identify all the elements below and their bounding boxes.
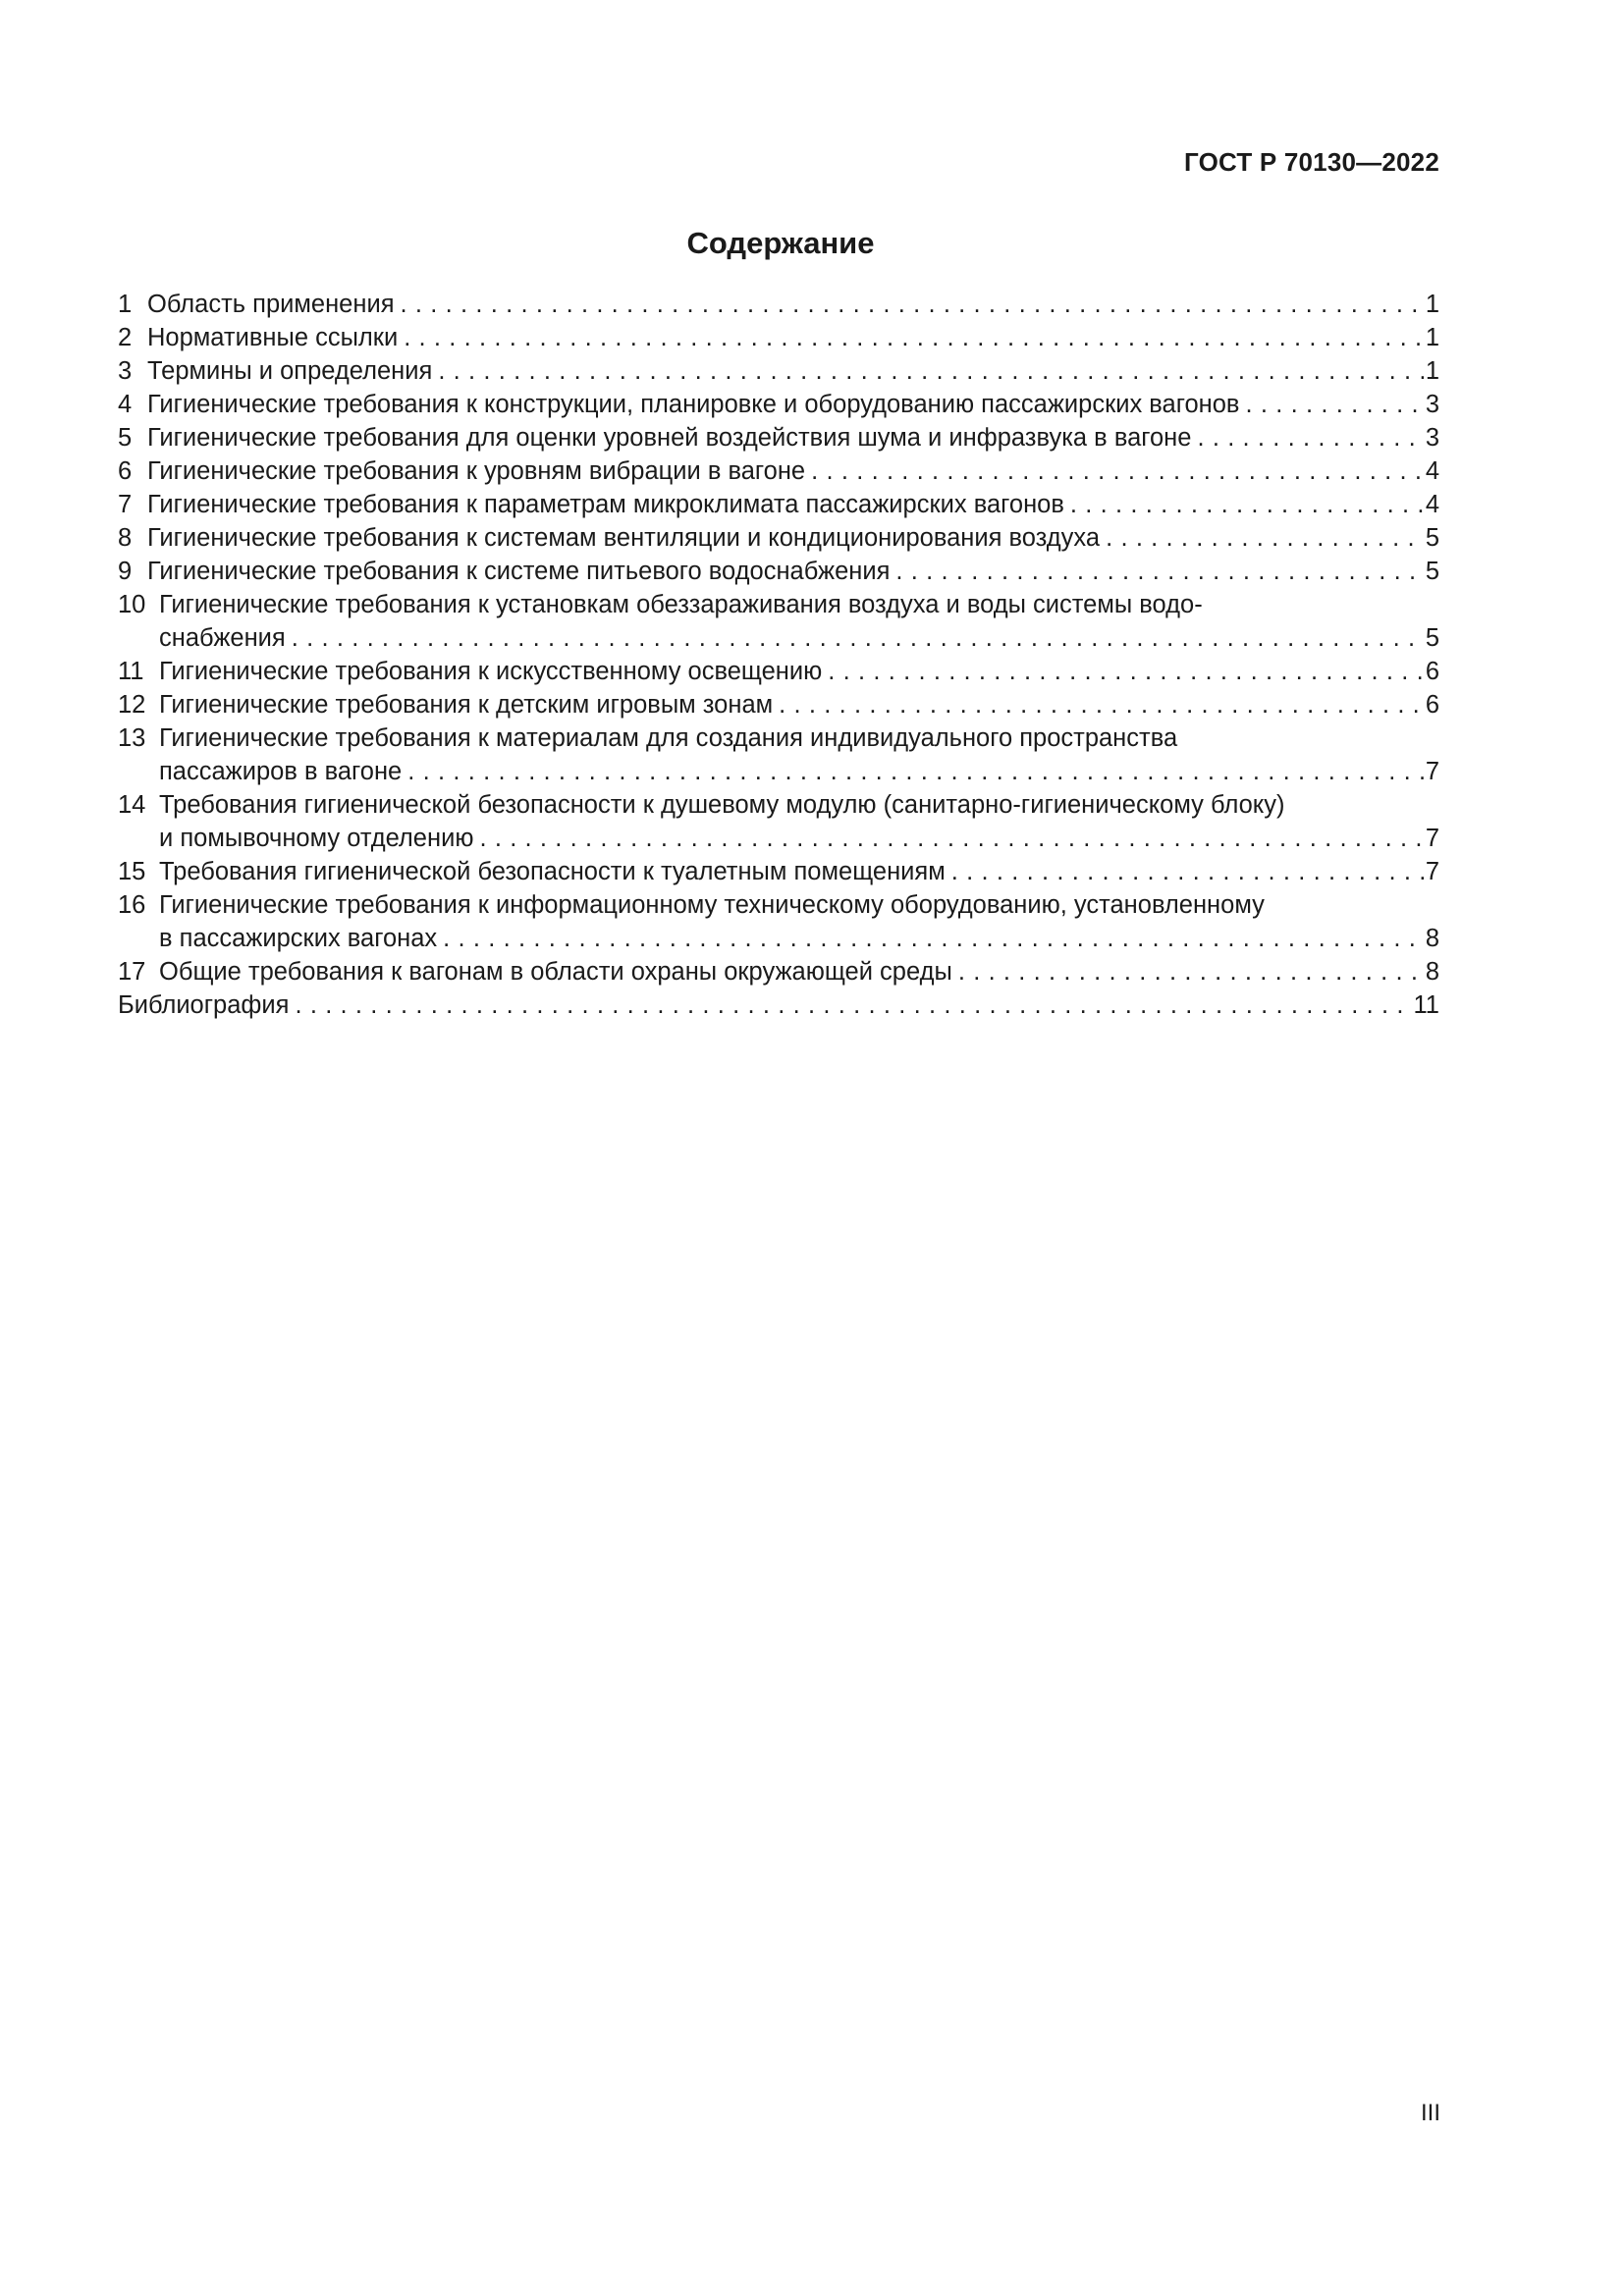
toc-entry-title: в пассажирских вагонах [159, 925, 438, 952]
toc-entry-page: 5 [1425, 558, 1439, 585]
toc-entry-title: пассажиров в вагоне [159, 758, 403, 785]
toc-entry-page: 5 [1425, 524, 1439, 552]
toc-entry-number: 7 [118, 491, 133, 518]
toc-entry-number: 9 [118, 558, 133, 585]
toc-entry-number: 2 [118, 324, 133, 351]
toc-line [118, 988, 1439, 1022]
toc-dot-leader [401, 288, 1424, 321]
toc-entry-title: Область применения [147, 291, 395, 318]
toc-dot-leader [951, 855, 1424, 888]
toc-entry-page: 3 [1425, 391, 1439, 418]
toc-dot-leader [958, 955, 1424, 988]
toc-entry-page: 3 [1425, 424, 1439, 452]
toc-entry-title: Гигиенические требования к системе питьевого водоснабжения [147, 558, 891, 585]
toc-entry[interactable] [118, 421, 1439, 454]
toc-entry-number: 11 [118, 658, 144, 685]
page-number: III [1420, 2100, 1440, 2126]
toc-entry-title: Гигиенические требования для оценки уровней воздействия шума и инфразвука в вагоне [147, 424, 1192, 452]
toc-line [118, 655, 1439, 688]
toc-line [118, 555, 1439, 588]
toc-entry-title: Библиография [118, 991, 290, 1019]
toc-dot-leader [1197, 421, 1423, 454]
toc-entry-title: Гигиенические требования к информационному техническому оборудованию, установленному [159, 891, 1265, 919]
toc-entry-number: 10 [118, 591, 146, 618]
toc-line [118, 454, 1439, 488]
toc-dot-leader [407, 755, 1424, 788]
toc-line [118, 788, 1439, 822]
toc-entry[interactable] [118, 688, 1439, 721]
toc-dot-leader [404, 321, 1424, 354]
toc-entry-title: снабжения [159, 624, 286, 652]
toc-line [118, 521, 1439, 555]
toc-entry[interactable] [118, 588, 1439, 655]
toc-entry-page: 5 [1425, 624, 1439, 652]
toc-entry[interactable] [118, 388, 1439, 421]
toc-entry-title: Гигиенические требования к системам вентиляции и кондиционирования воздуха [147, 524, 1101, 552]
toc-dot-leader [443, 922, 1424, 955]
toc-entry-title: Требования гигиенической безопасности к душевому модулю (санитарно-гигиеническому блоку) [159, 791, 1285, 819]
toc-entry-title: Гигиенические требования к материалам для создания индивидуального пространства [159, 724, 1178, 752]
toc-entry-title: Нормативные ссылки [147, 324, 399, 351]
toc-entry[interactable] [118, 721, 1439, 788]
toc-entry-number: 4 [118, 391, 133, 418]
toc-entry-number: 6 [118, 457, 133, 485]
toc-entry-page: 7 [1425, 825, 1439, 852]
toc-entry-title: Гигиенические требования к уровням вибрации в вагоне [147, 457, 806, 485]
toc-line [118, 755, 1439, 788]
toc-dot-leader [811, 454, 1424, 488]
toc-entry-page: 1 [1425, 357, 1439, 385]
toc-entry-number: 15 [118, 858, 146, 885]
toc-dot-leader [479, 822, 1423, 855]
toc-dot-leader [828, 655, 1424, 688]
toc-entry-number: 3 [118, 357, 133, 385]
toc-entry-page: 1 [1425, 324, 1439, 351]
toc-entry[interactable] [118, 788, 1439, 855]
toc-entry[interactable] [118, 288, 1439, 321]
table-of-contents [118, 288, 1439, 1022]
toc-line [118, 688, 1439, 721]
toc-entry-title: Термины и определения [147, 357, 433, 385]
toc-entry-page: 1 [1425, 291, 1439, 318]
toc-entry-page: 6 [1425, 691, 1439, 719]
toc-title: Содержание [686, 226, 875, 260]
toc-line [118, 922, 1439, 955]
toc-entry-page: 7 [1425, 758, 1439, 785]
toc-entry-title: Гигиенические требования к установкам обеззараживания воздуха и воды системы водо- [159, 591, 1203, 618]
toc-entry-page: 8 [1425, 958, 1439, 986]
toc-entry[interactable] [118, 555, 1439, 588]
toc-line [118, 388, 1439, 421]
toc-line [118, 855, 1439, 888]
toc-line [118, 621, 1439, 655]
toc-entry-number: 5 [118, 424, 133, 452]
toc-line [118, 721, 1439, 755]
toc-line [118, 488, 1439, 521]
toc-entry-page: 4 [1425, 491, 1439, 518]
toc-line [118, 888, 1439, 922]
toc-line [118, 321, 1439, 354]
toc-entry[interactable] [118, 521, 1439, 555]
toc-dot-leader [295, 988, 1411, 1022]
toc-entry[interactable] [118, 354, 1439, 388]
toc-entry-title: Общие требования к вагонам в области охраны окружающей среды [159, 958, 952, 986]
toc-entry[interactable] [118, 855, 1439, 888]
toc-dot-leader [438, 354, 1424, 388]
toc-dot-leader [779, 688, 1424, 721]
toc-entry-title: Гигиенические требования к искусственному освещению [159, 658, 823, 685]
toc-entry[interactable] [118, 454, 1439, 488]
toc-entry-title: Требования гигиенической безопасности к туалетным помещениям [159, 858, 946, 885]
toc-entry-title: Гигиенические требования к детским игровым зонам [159, 691, 774, 719]
toc-entry-title: и помывочному отделению [159, 825, 474, 852]
toc-dot-leader [1070, 488, 1424, 521]
toc-entry[interactable] [118, 655, 1439, 688]
toc-entry-page: 6 [1425, 658, 1439, 685]
toc-dot-leader [1106, 521, 1424, 555]
toc-entry-title: Гигиенические требования к конструкции, планировке и оборудованию пассажирских вагонов [147, 391, 1240, 418]
toc-entry-page: 11 [1413, 991, 1439, 1019]
toc-line [118, 421, 1439, 454]
toc-dot-leader [895, 555, 1423, 588]
toc-dot-leader [292, 621, 1424, 655]
toc-entry[interactable] [118, 321, 1439, 354]
toc-entry-number: 8 [118, 524, 133, 552]
toc-entry-number: 14 [118, 791, 146, 819]
toc-entry-title: Гигиенические требования к параметрам микроклимата пассажирских вагонов [147, 491, 1064, 518]
toc-line [118, 822, 1439, 855]
toc-line [118, 955, 1439, 988]
toc-entry-number: 17 [118, 958, 146, 986]
toc-line [118, 288, 1439, 321]
toc-entry-number: 1 [118, 291, 133, 318]
toc-entry-number: 13 [118, 724, 146, 752]
toc-entry-number: 16 [118, 891, 146, 919]
toc-entry-number: 12 [118, 691, 146, 719]
toc-entry-page: 8 [1425, 925, 1439, 952]
toc-line [118, 354, 1439, 388]
toc-entry-page: 4 [1425, 457, 1439, 485]
toc-entry[interactable] [118, 488, 1439, 521]
toc-line [118, 588, 1439, 621]
toc-entry[interactable] [118, 888, 1439, 955]
document-code: ГОСТ Р 70130—2022 [1184, 147, 1439, 177]
toc-entry-page: 7 [1425, 858, 1439, 885]
toc-entry[interactable] [118, 988, 1439, 1022]
toc-entry[interactable] [118, 955, 1439, 988]
toc-dot-leader [1245, 388, 1423, 421]
